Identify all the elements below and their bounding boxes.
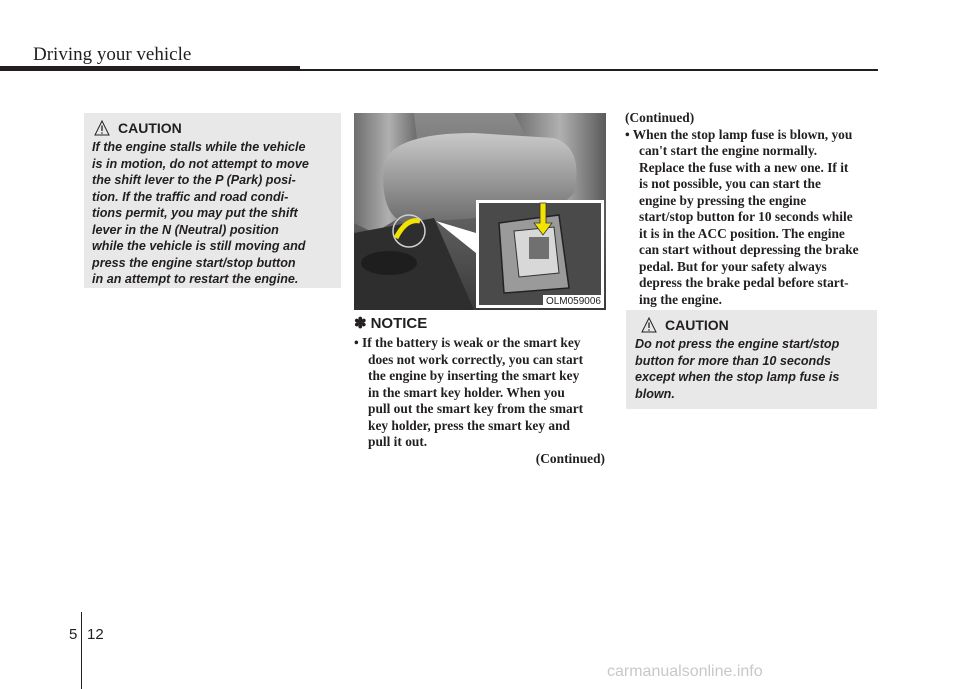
continued-label: (Continued) — [625, 110, 695, 125]
console-illustration — [354, 113, 606, 310]
caution-text — [635, 336, 868, 402]
caution-title: CAUTION — [665, 317, 729, 333]
notice-line: pull out the smart key from the smart — [368, 401, 584, 416]
caution-line: Do not press the engine start/stop — [635, 337, 840, 351]
notice-line: • If the battery is weak or the smart key — [354, 335, 581, 350]
caution-heading — [641, 317, 868, 333]
body-line: ing the engine. — [639, 291, 722, 307]
header-rule-thick — [0, 66, 300, 71]
right-column-body — [625, 110, 878, 308]
header-rule-thin — [300, 69, 878, 71]
caution-line: in an attempt to restart the engine. — [92, 272, 299, 286]
watermark-text: carmanualsonline.info — [607, 663, 763, 680]
caution-line: press the engine start/stop button — [92, 255, 296, 270]
notice-line: key holder, press the smart key and — [368, 417, 570, 433]
caution-heading — [94, 120, 332, 136]
caution-line: except when the stop lamp fuse is — [635, 370, 840, 384]
caution-line: If the engine stalls while the vehicle — [92, 140, 306, 154]
body-line: depress the brake pedal before start- — [639, 275, 849, 290]
caution-line: blown. — [635, 386, 675, 401]
notice-symbol-icon: ✽ — [354, 315, 367, 332]
warning-triangle-icon — [94, 120, 110, 136]
chapter-number: 5 — [69, 626, 78, 643]
page-number: 12 — [87, 626, 104, 643]
caution-line: tion. If the traffic and road condi- — [92, 189, 289, 204]
body-line: is not possible, you can start the — [639, 176, 821, 191]
page-number-divider — [81, 612, 82, 689]
image-code: OLM059006 — [543, 295, 604, 308]
warning-triangle-icon — [641, 317, 657, 333]
body-line: engine by pressing the engine — [639, 192, 807, 208]
caution-title: CAUTION — [118, 120, 182, 136]
body-line: pedal. But for your safety always — [639, 258, 827, 274]
body-line: Replace the fuse with a new one. If it — [639, 159, 849, 175]
body-line: it is in the ACC position. The engine — [639, 225, 845, 241]
notice-line: does not work correctly, you can start — [368, 351, 584, 367]
caution-box-left — [84, 113, 341, 288]
notice-heading — [354, 314, 427, 332]
caution-line: while the vehicle is still moving and — [92, 239, 306, 253]
caution-line: tions permit, you may put the shift — [92, 206, 298, 220]
section-title: Driving your vehicle — [33, 44, 192, 65]
notice-body — [354, 335, 605, 467]
notice-line: pull it out. — [368, 434, 428, 449]
body-line: can start without depressing the brake — [639, 242, 859, 257]
body-line: • When the stop lamp fuse is blown, you — [625, 126, 853, 142]
notice-title: NOTICE — [370, 314, 428, 332]
caution-text — [92, 139, 332, 288]
notice-line: in the smart key holder. When you — [368, 384, 565, 400]
caution-line: lever in the N (Neutral) position — [92, 222, 279, 237]
continued-label: (Continued) — [535, 450, 605, 466]
body-line: start/stop button for 10 seconds while — [639, 209, 853, 224]
caution-line: the shift lever to the P (Park) posi- — [92, 173, 296, 187]
body-line: can't start the engine normally. — [639, 143, 818, 158]
caution-line: button for more than 10 seconds — [635, 353, 831, 368]
caution-line: is in motion, do not attempt to move — [92, 156, 309, 171]
smart-key-holder-photo — [354, 113, 606, 310]
notice-line: the engine by inserting the smart key — [368, 368, 580, 383]
caution-box-right — [626, 310, 877, 409]
